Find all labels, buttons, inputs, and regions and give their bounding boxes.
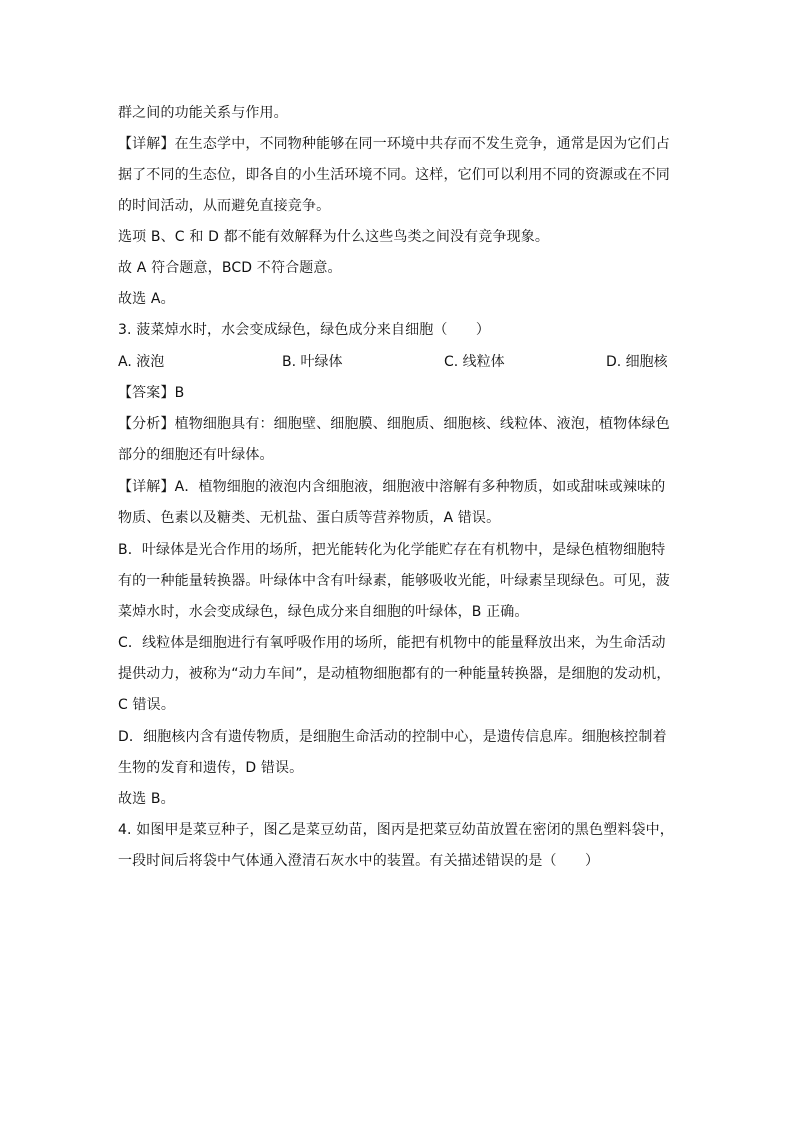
text-line: 【详解】A．植物细胞的液泡内含细胞液，细胞液中溶解有多种物质，如或甜味或辣味的 (118, 479, 666, 495)
text-line: 生物的发育和遗传，D 错误。 (118, 760, 304, 776)
text-line: 故选 A。 (118, 291, 175, 307)
text-line: C 错误。 (118, 697, 175, 713)
text-line: 群之间的功能关系与作用。 (118, 105, 288, 121)
text-line: 有的一种能量转换器。叶绿体中含有叶绿素，能够吸收光能，叶绿素呈现绿色。可见，菠 (118, 573, 670, 589)
question-4-stem-cont: 一段时间后将袋中气体通入澄清石灰水中的装置。有关描述错误的是（ ） (118, 853, 600, 869)
question-3-stem: 3. 菠菜焯水时，水会变成绿色，绿色成分来自细胞（ ） (118, 322, 491, 338)
text-line: D．细胞核内含有遗传物质，是细胞生命活动的控制中心，是遗传信息库。细胞核控制着 (118, 729, 667, 745)
text-line: 提供动力，被称为“动力车间”，是动植物细胞都有的一种能量转换器，是细胞的发动机， (118, 666, 671, 682)
text-line: C．线粒体是细胞进行有氧呼吸作用的场所，能把有机物中的能量释放出来，为生命活动 (118, 635, 666, 651)
text-line: 的时间活动，从而避免直接竞争。 (118, 198, 331, 214)
option-c: C. 线粒体 (444, 354, 505, 370)
question-4-stem: 4. 如图甲是菜豆种子，图乙是菜豆幼苗，图丙是把菜豆幼苗放置在密闭的黑色塑料袋中， (118, 822, 674, 838)
option-a: A. 液泡 (118, 354, 165, 370)
text-line: 【详解】在生态学中，不同物种能够在同一环境中共存而不发生竞争，通常是因为它们占 (118, 136, 670, 152)
text-line: 故 A 符合题意，BCD 不符合题意。 (118, 260, 342, 276)
text-line: 部分的细胞还有叶绿体。 (118, 447, 274, 463)
text-line: 据了不同的生态位，即各自的小生活环境不同。这样，它们可以利用不同的资源或在不同 (118, 167, 670, 183)
text-line: 物质、色素以及糖类、无机盐、蛋白质等营养物质，A 错误。 (118, 510, 501, 526)
question-3-options (118, 352, 678, 372)
text-line: 选项 B、C 和 D 都不能有效解释为什么这些鸟类之间没有竞争现象。 (118, 229, 550, 245)
option-d: D. 细胞核 (606, 354, 668, 370)
text-line: B．叶绿体是光合作用的场所，把光能转化为化学能贮存在有机物中，是绿色植物细胞特 (118, 542, 666, 558)
option-b: B. 叶绿体 (282, 354, 343, 370)
answer-line: 【答案】B (118, 385, 185, 401)
text-line: 菜焯水时，水会变成绿色，绿色成分来自细胞的叶绿体，B 正确。 (118, 604, 529, 620)
text-line: 故选 B。 (118, 791, 175, 807)
text-line: 【分析】植物细胞具有：细胞壁、细胞膜、细胞质、细胞核、线粒体、液泡，植物体绿色 (118, 416, 670, 432)
